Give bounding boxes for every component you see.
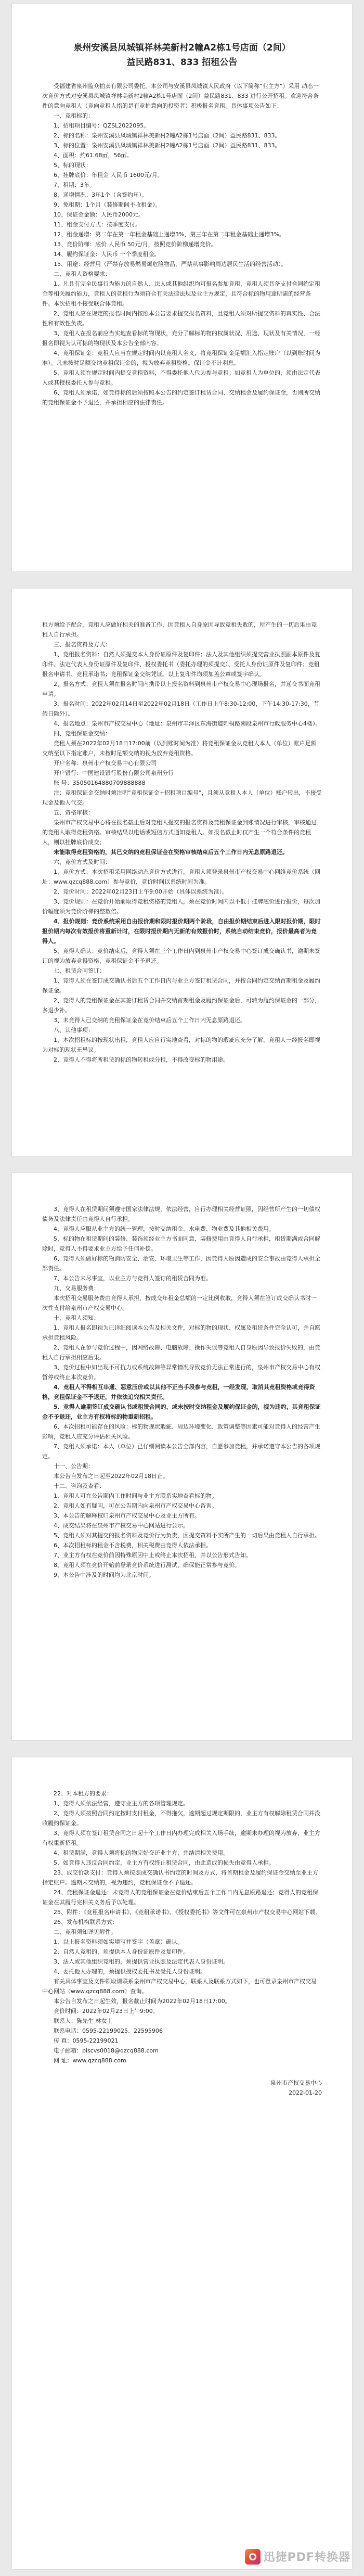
paragraph: 2、标的名称：泉州安溪县凤城镇祥林美新村2幢A2栋1号店面（2间）益民路831、833。 (54, 132, 281, 139)
page-1-body (42, 81, 322, 407)
paragraph: 6、竞租人须承诺，如竞得标的后须按照本公告的约定签订租赁合同、交纳租金及履约保证金，否则所交纳的竞租保证金不予退还，并承担相应的法律责任。 (42, 389, 320, 406)
paragraph: 10、保证金金额：人民币2000元。 (54, 211, 144, 218)
paragraph: 11、租金支付方式：按季度支付。 (54, 221, 141, 228)
paragraph: 账 号：35050164880709888888 (54, 780, 146, 786)
page-3-body (42, 1204, 322, 1580)
paragraph: 12、租金递增：第二年在第一年租金基础上递增3%，第三年在第二年租金基础上递增3%。 (54, 231, 285, 238)
paragraph: 8、竞租人须在竞价开始前登录竞价系统进行测试，确保能正常参与竞价。 (54, 1562, 240, 1568)
paragraph: 租方须给予配合，竞租人应做好相关的准备工作，因竞租人自身原因导致竞租失败的，所产生的一切后果由竞租人自行承担。 (42, 621, 317, 638)
paragraph: 四、竞租保证金交纳： (54, 730, 111, 737)
paragraph: 本公告自发布之日起生效，报名截止时间为2022年02月18日17:00。 (54, 1998, 231, 2005)
document-page-3 (12, 1173, 352, 1740)
paragraph: 5、竞租人须对其提交的报名资料及竞价行为负责，因提交资料不实所产生的一切后果由竞租人自行承担。 (54, 1532, 320, 1539)
signature-date: 2022-01-20 (289, 2089, 322, 2096)
paragraph: 4、报名地点：泉州市产权交易中心（地址：泉州市丰泽区东海街道刺桐路南段泉州市行政服务中心4楼）。 (54, 720, 321, 727)
paragraph: 5、竞租人须在规定时间内提交竞租资料，不得委托他人代为参与竞租；如竞租人为单位的，须由法定代表人或其授权委托人参与竞租。 (42, 369, 320, 386)
paragraph: 2、竞租人如有疑问，可在公告期内向泉州市产权交易中心咨询。 (54, 1502, 217, 1509)
paragraph: 2、竞得人须按照合同约定按时支付租金，不得拖欠，逾期超过规定期限的，业主方有权解除租赁合同并没收履约保证金。 (42, 1810, 320, 1827)
paragraph: 22、对本租方的要求： (54, 1790, 112, 1797)
paragraph: 4、委托他人办理的，须提供授权委托书及受托人身份证明。 (54, 1968, 206, 1975)
paragraph: 2、竞租人在参与竞价过程中，因网络故障、电脑故障、操作失误等竞租人自身原因导致报价失败的，由竞租人自行承担相应后果。 (42, 1344, 320, 1361)
app-logo-icon (245, 2549, 261, 2565)
paragraph: 1、以上报名资料须如实填写并签字（盖章）确认。 (54, 1939, 183, 1945)
paragraph: 开户银行：中国建设银行股份有限公司泉州分行 (54, 770, 174, 776)
paragraph: 本次招租交易服务费由竞得人承担，按成交年租金总额的一定比例收取，竞得人须在签订成交确认书时一次性支付给泉州市产权交易中心。 (42, 1295, 317, 1311)
paragraph: 2、报名方式：竞租人须在报名时间内携带以上报名资料到泉州市产权交易中心现场报名，并递交书面竞租申请。 (42, 681, 320, 697)
paragraph: 3、标的位置：泉州安溪县凤城镇祥林美新村2幢A2栋1号店面（2间）益民路831、833。 (54, 142, 281, 149)
paragraph: 4、竞租保证金：竞租人应当在规定时间内以竞租人名义，将竞租保证金足额汇入指定账户（以到账时间为准）。凡未按时足额交纳竞租保证金的，视为放弃竞租资格。保证金不计利息。 (42, 350, 320, 366)
paragraph: 七、租赁合同签订： (54, 967, 105, 974)
paragraph: 八、其他事项： (54, 1027, 94, 1034)
paragraph: 联系人：陈先生 林女士 (54, 2018, 113, 2024)
paragraph: 23、成交价款支付：竞得人须按照成交确认书约定的时间及方式，将首期租金及履约保证金交纳至业主方指定账户。逾期未交纳的，视为违约，竞租保证金不予退还。 (42, 1869, 318, 1886)
paragraph: 1、招租项目编号：QZSL2022095。 (54, 122, 150, 129)
paragraph: 六、竞价方式及时间： (54, 859, 111, 865)
paragraph: 6、本次招租标的租金不含税费，相关税费由竞得人依法承担。 (54, 1542, 212, 1549)
paragraph: 1、竞租人可在公告期内工作时间与业主方联系实地查看标的物。 (54, 1493, 217, 1499)
paragraph: 4、竞得人应服从业主方的统一管理，按时交纳租金、水电费、物业费及其他相关费用。 (54, 1226, 275, 1232)
paragraph: 开户名称：泉州市产权交易中心有限公司 (54, 760, 157, 767)
watermark-text: 迅捷PDF转换器 (263, 2551, 350, 2564)
paragraph: 未能取得竞租资格的，其已交纳的竞租保证金在资格审核结束后五个工作日内无息原路退还。 (54, 849, 288, 856)
paragraph: 注：竞租保证金交纳时须注明“竞租保证金+招租项目编号”，且须从竞租人本人（单位）账户转出，不接受现金及他人代交。 (42, 789, 322, 806)
paragraph: 4、成交结果将在泉州市产权交易中心网站进行公示。 (54, 1522, 189, 1529)
paragraph: 3、本公告的解释权归泉州市产权交易中心及业主方所有。 (54, 1512, 200, 1519)
paragraph: 6、本次招租可能存在的风险：标的物现状瑕疵、周边环境变化、政策调整等因素可能对竞得人的经营产生影响，竞租人应充分评估相关风险。 (42, 1423, 320, 1440)
paragraph: 24、竞租保证金退还：未竞得人的竞租保证金在竞价结束后五个工作日内无息原路退还；竞得人的竞租保证金在其履行完相关义务后予以处理。 (42, 1889, 318, 1906)
paragraph: 1、竞租人报名即视为已详细阅读本公告及相关文件，对标的物的现状、权属及租赁条件完全认可，并自愿承担竞租风险。 (42, 1324, 320, 1341)
paragraph: 1、凡具有完全民事行为能力的自然人、法人或其他组织均可报名参加竞租，竞租人须具备支付合同约定租金等相关履约能力，竞租人的竞租行为须符合有关法律法规及业主方规定，且符合标的物用途所需的经营条件。本次招租不接受联合体竞租。 (42, 280, 320, 307)
paragraph: 7、竞租人须承诺：本人（单位）已仔细阅读本公告全部内容，自愿参加竞租，并承诺遵守本公告的各项规定。 (42, 1443, 320, 1460)
paragraph: 1、竞得人须在签订成交确认书后五个工作日内与业主方签订租赁合同，并按合同约定交纳首期租金及履约保证金。 (42, 977, 320, 994)
document-page-1 (12, 4, 352, 571)
paragraph: 网 址：www.qzcq888.com (54, 2057, 126, 2064)
paragraph: 8、递增情况：3年1个（含签约年）。 (54, 192, 148, 198)
paragraph: 电子邮箱：piscvs0018@qzcq888.com (54, 2047, 159, 2054)
paragraph: 2、竞得人不得将所租赁的标的物转租或分租，不得改变标的物用途。 (54, 1056, 229, 1063)
watermark (245, 2548, 350, 2565)
paragraph: 一、竞租标的： (54, 112, 94, 119)
paragraph: 9、本公告中涉及的时间均为北京时间。 (54, 1572, 154, 1578)
paragraph: 7、租期：3年。 (54, 182, 95, 188)
paragraph: 1、本次招租标的按现状出租，竞租人应自行实地查看，对标的物的瑕疵应充分了解，竞租人一经报名即视为对标的现状无异议。 (42, 1037, 320, 1053)
paragraph: 联系电话：0595-22199025、22595906 (54, 2027, 163, 2034)
paragraph: 25、附件：《竞租报名申请书》、《竞租承诺书》、《授权委托书》等文件可在泉州市产权交易中心网站下载。 (54, 1909, 321, 1916)
paragraph: 4、面积：约61.68㎡，56㎡。 (54, 152, 133, 159)
paragraph: 7、业主方有权在竞价前因特殊原因中止或终止本次招租，并以公告形式告知。 (54, 1552, 252, 1559)
signature-org: 泉州市产权交易中心 (270, 2080, 322, 2086)
page-4-body (42, 1789, 322, 2065)
paragraph: 竞租人须在2022年02月18日17:00前（以到账时间为准）将竞租保证金从竞租人本人（单位）账户足额交纳至以下指定账户，未按时足额交纳的视为放弃竞租资格。 (42, 740, 317, 757)
paragraph: 十二、咨询及查看： (54, 1483, 105, 1489)
paragraph: 9、免租期：1个月（装修期间不收租金）。 (54, 201, 161, 208)
paragraph: 5、标的现状： (54, 162, 92, 169)
paragraph: 7、本公告未尽事宜，以业主方与竞得人签订的租赁合同为准。 (54, 1275, 212, 1282)
title-line-2: 益民路831、833 招租公告 (126, 57, 238, 68)
paragraph: 五、资格审核： (54, 809, 94, 816)
paragraph: 十一、公告期： (54, 1463, 94, 1470)
paragraph: 传 真：0595-22199021 (54, 2037, 119, 2044)
paragraph: 5、如竞得人违反合同约定，业主方有权终止租赁合同，由此造成的损失由竞得人承担。 (54, 1859, 275, 1866)
paragraph: 14、履约保证金：人民币 一个季度租金。 (54, 251, 160, 258)
paragraph: 3、法人或其他组织竞租的，须提供营业执照及法定代表人身份证明。 (54, 1958, 229, 1965)
paragraph: 3、未竞得人已交纳的竞租保证金在竞价结束后五个工作日内无息原路退还。 (54, 1017, 246, 1024)
paragraph: 受福建省泉州监众拍卖有限公司委托，本公司与安溪县凤城镇人民政府（以下简称“业主方”）采用 动态一次竞价方式对安溪县凤城镇祥林美新村2幢A2栋1号店面（2间）益民路831、833 进行公开招租。欢迎符合条件的意向竞租人（竞向竞租人指的是有竞拍意向的投资者）积极报名竞租。具体事项公告如下： (42, 83, 319, 109)
paragraph: 3、竞租人在报名前应当实地查看标的物现状，充分了解标的物的权属状况、用途、现状及有关情况，一经报名即视为认可标的物现状及本公告全部内容。 (42, 330, 320, 347)
paragraph: 6、竞得人须做好标的物消防安全、治安、环境卫生等工作，因竞得人原因造成的安全事故由竞得人承担全部责任。 (42, 1255, 320, 1272)
paragraph: 2、竞价时间：2022年02月23日上午9:00开始（具体以系统为准）。 (54, 888, 228, 895)
paragraph: 有关具体事宜及文件领取请联系泉州市产权交易中心，联系人及联系方式如下，也可登录泉州市产权交易中心网站（www.qzcq888.com）查询。 (42, 1978, 317, 1995)
paragraph: 2、竞得人的竞租保证金在其签订租赁合同并交纳首期租金及履约保证金后，可转为履约保证金的一部分，多退少补。 (42, 997, 320, 1014)
title-line-1: 泉州安溪县凤城镇祥林美新村2幢A2栋1号店面（2间） (73, 43, 291, 53)
paragraph: 4、竞租人不得相互串通、恶意压价或以其他不正当手段参与竞租，一经发现，取消其竞租资格或竞得资格，竞租保证金不予退还，并依法追究相关责任。 (42, 1384, 315, 1400)
paragraph: 5、标的物在租赁期间的装修、装饰须经业主方书面同意，装修费用由竞得人自行承担，租赁期满或合同解除时，竞得人不得要求业主方给予任何补偿。 (42, 1235, 320, 1252)
paragraph: 二、竞租须知详见附件。 (54, 1929, 116, 1935)
paragraph: 2、竞租人应在规定的报名时间内按照本公告要求提交报名资料，且竞租人须对所提交资料的真实性、合法性和有效性负责。 (42, 310, 320, 327)
paragraph: 泉州市产权交易中心将在报名截止后对竞租人提交的报名资料及竞租保证金到账情况进行审核，审核通过的竞租人取得竞租资格。审核结果以电话或短信方式通知竞租人。如报名截止时仅产生一个符合条件的竞租人，则以挂牌底价成交； (42, 819, 317, 846)
paragraph: 13、竞价阶梯：底价 人民币 50元/月，按照竞价阶梯递增竞价。 (54, 241, 217, 248)
paragraph: 九、交易服务费： (54, 1285, 99, 1292)
paragraph: 2、自然人竞租的，须提供本人身份证原件及复印件。 (54, 1948, 189, 1955)
paragraph: 三、报名资料及方式： (54, 641, 111, 648)
paragraph: 1、竞租报名资料：自然人须提交本人身份证原件及复印件；法人及其他组织须提交营业执照副本原件及复印件、法定代表人身份证原件及复印件、授权委托书（委托办理的须提交）、受托人身份证原件及复印件；竞租报名申请书、竞租承诺书；竞租保证金交纳凭证。以上复印件均须加盖公章或签字确认。 (42, 651, 320, 678)
paragraph: 5、竞得人逾期签订成交确认书或租赁合同的，或未按时交纳租金及履约保证金的，视为违约，其竞租保证金不予退还，业主方有权将标的物重新招租。 (42, 1404, 321, 1420)
document-page-4 (12, 1757, 352, 2569)
paragraph: 6、挂牌底价：年租金 人民币 1600元/月。 (54, 172, 163, 178)
paragraph: 十、竞租人须知： (54, 1315, 99, 1321)
paragraph: 二、竞租人资格要求： (54, 271, 111, 277)
paragraph: 5、竞得人确认：竞价结束后，竞得人须在三个工作日内到泉州市产权交易中心签订成交确认书，逾期未签订的视为放弃竞得资格，竞租保证金不予退还。 (42, 948, 320, 964)
paragraph: 3、竞价规则：在竞价开始前取得竞租资格的竞租人，须在竞价时间内以不低于挂牌底价进行报价，每次加价幅度须为竞价阶梯的整数倍。 (42, 898, 320, 915)
paragraph: 竞价时间：2022年02月23日上午9:00。 (54, 2008, 159, 2014)
page-2-body (42, 620, 322, 1065)
paragraph: 本公告自发布之日起至2022年02月18日止。 (54, 1473, 168, 1480)
paragraph: 1、竞得人须依法经营，遵守业主方的各项管理规定。 (54, 1800, 189, 1807)
paragraph: 4、报价规则：竞价系统采用自由报价期和限时报价期两个阶段，自由报价期结束后进入限时报价期，限时报价期内每次有效报价将重新计时，在限时报价期内无新的有效报价时，系统自动结束竞价，报价最高者为竞得人。 (42, 918, 321, 945)
paragraph: 26、发布机构联系方式： (54, 1919, 118, 1925)
paragraph: 3、竞得人在租赁期间须遵守国家法律法规，依法经营，自行办理相关经营证照，因经营所产生的一切债权债务及法律责任由竞得人自行承担。 (42, 1206, 320, 1222)
paragraph: 15、用途：经营用（严禁存放易燃易爆危险物品，严禁从事影响周边居民生活的经营活动）。 (54, 261, 287, 267)
document-page-2 (12, 589, 352, 1156)
paragraph: 3、报名时间：2022年02月14日至2022年02月18日（工作日上午8:30-12:00，下午14:30-17:30，节假日除外）。 (42, 700, 319, 717)
paragraph: 3、竞得人须在签订租赁合同之日起十个工作日内办理完成相关入场手续，逾期未办理的视为放弃，业主方有权重新招租。 (42, 1830, 320, 1846)
paragraph: 4、租赁期满，竞得人须将标的物完好交还业主方，并结清相关费用。 (54, 1850, 229, 1856)
document-title (42, 41, 322, 70)
paragraph: 3、竞价过程中如出现不可抗力或系统故障等异常情况导致竞价无法正常进行的，泉州市产权交易中心有权暂停或终止本次竞价。 (42, 1364, 320, 1381)
paragraph: 1、竞价方式：本次招租采用网络动态竞价方式进行，竞租人须登录泉州市产权交易中心网络竞价系统（网址：www.qzcq888.com）参与竞价，竞价时间以系统时间为准。 (42, 869, 320, 885)
